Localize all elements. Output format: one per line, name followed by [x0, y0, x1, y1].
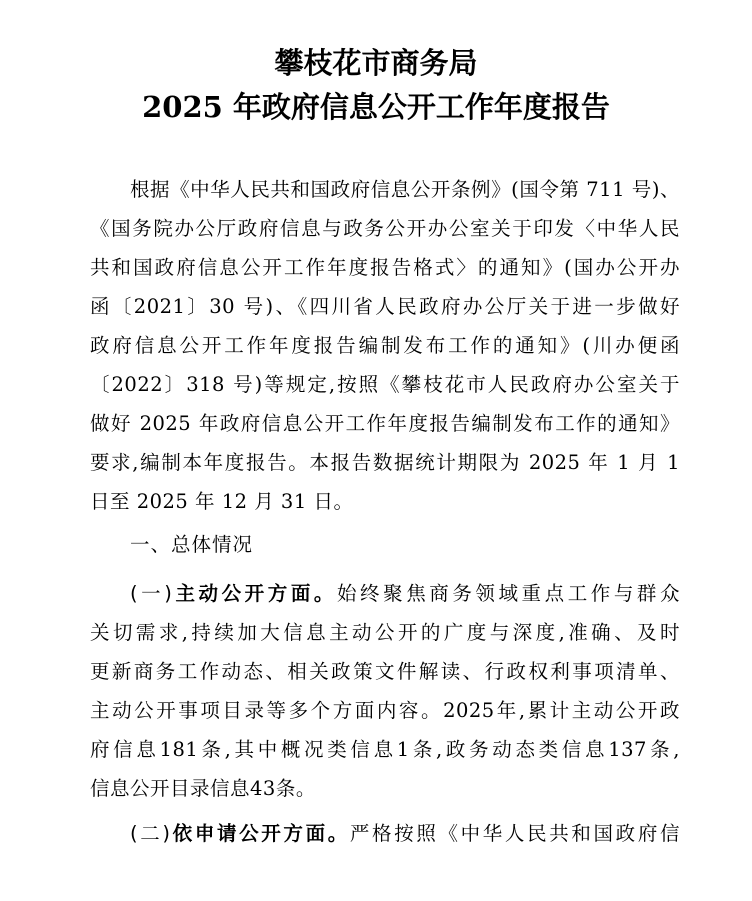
para1-line-1 [130, 578, 680, 610]
intro-line-8: 要求,编制本年度报告。本报告数据统计期限为 2025 年 1 月 1 [90, 451, 680, 474]
intro-line-5: 政府信息公开工作年度报告编制发布工作的通知》(川办便函 [90, 334, 680, 357]
intro-line-4: 函〔2021〕30 号)、《四川省人民政府办公厅关于进一步做好 [90, 295, 680, 318]
para1-line-2: 关切需求,持续加大信息主动公开的广度与深度,准确、及时 [90, 621, 680, 644]
para1-first-text: 始终聚焦商务领域重点工作与群众 [336, 582, 680, 605]
para1-bold-title: 主动公开方面。 [172, 582, 337, 605]
intro-line-9: 日至 2025 年 12 月 31 日。 [90, 490, 354, 513]
para2-first-text: 严格按照《中华人民共和国政府信 [349, 822, 680, 845]
intro-line-1: 根据《中华人民共和国政府信息公开条例》(国令第 711 号)、 [130, 178, 680, 201]
document-title-report: 2025 年政府信息公开工作年度报告 [142, 90, 610, 124]
para1-line-3: 更新商务工作动态、相关政策文件解读、行政权利事项清单、 [90, 660, 680, 683]
document-title-org: 攀枝花市商务局 [274, 46, 478, 80]
intro-line-3: 共和国政府信息公开工作年度报告格式〉的通知》(国办公开办 [90, 256, 680, 279]
intro-line-7: 做好 2025 年政府信息公开工作年度报告编制发布工作的通知》 [90, 412, 680, 435]
intro-line-2: 《国务院办公厅政府信息与政务公开办公室关于印发〈中华人民 [90, 217, 680, 240]
para1-number: (一) [130, 582, 173, 605]
para2-bold-title: 依申请公开方面。 [170, 822, 350, 845]
intro-line-6: 〔2022〕318 号)等规定,按照《攀枝花市人民政府办公室关于 [90, 373, 680, 396]
para1-line-5: 府信息181条,其中概况类信息1条,政务动态类信息137条, [90, 738, 680, 761]
para1-line-6: 信息公开目录信息43条。 [90, 777, 316, 800]
para2-number: (二) [130, 822, 171, 845]
para1-line-4: 主动公开事项目录等多个方面内容。2025年,累计主动公开政 [90, 699, 680, 722]
para2-line-1 [130, 818, 680, 850]
section-heading-overview: 一、总体情况 [130, 533, 254, 556]
